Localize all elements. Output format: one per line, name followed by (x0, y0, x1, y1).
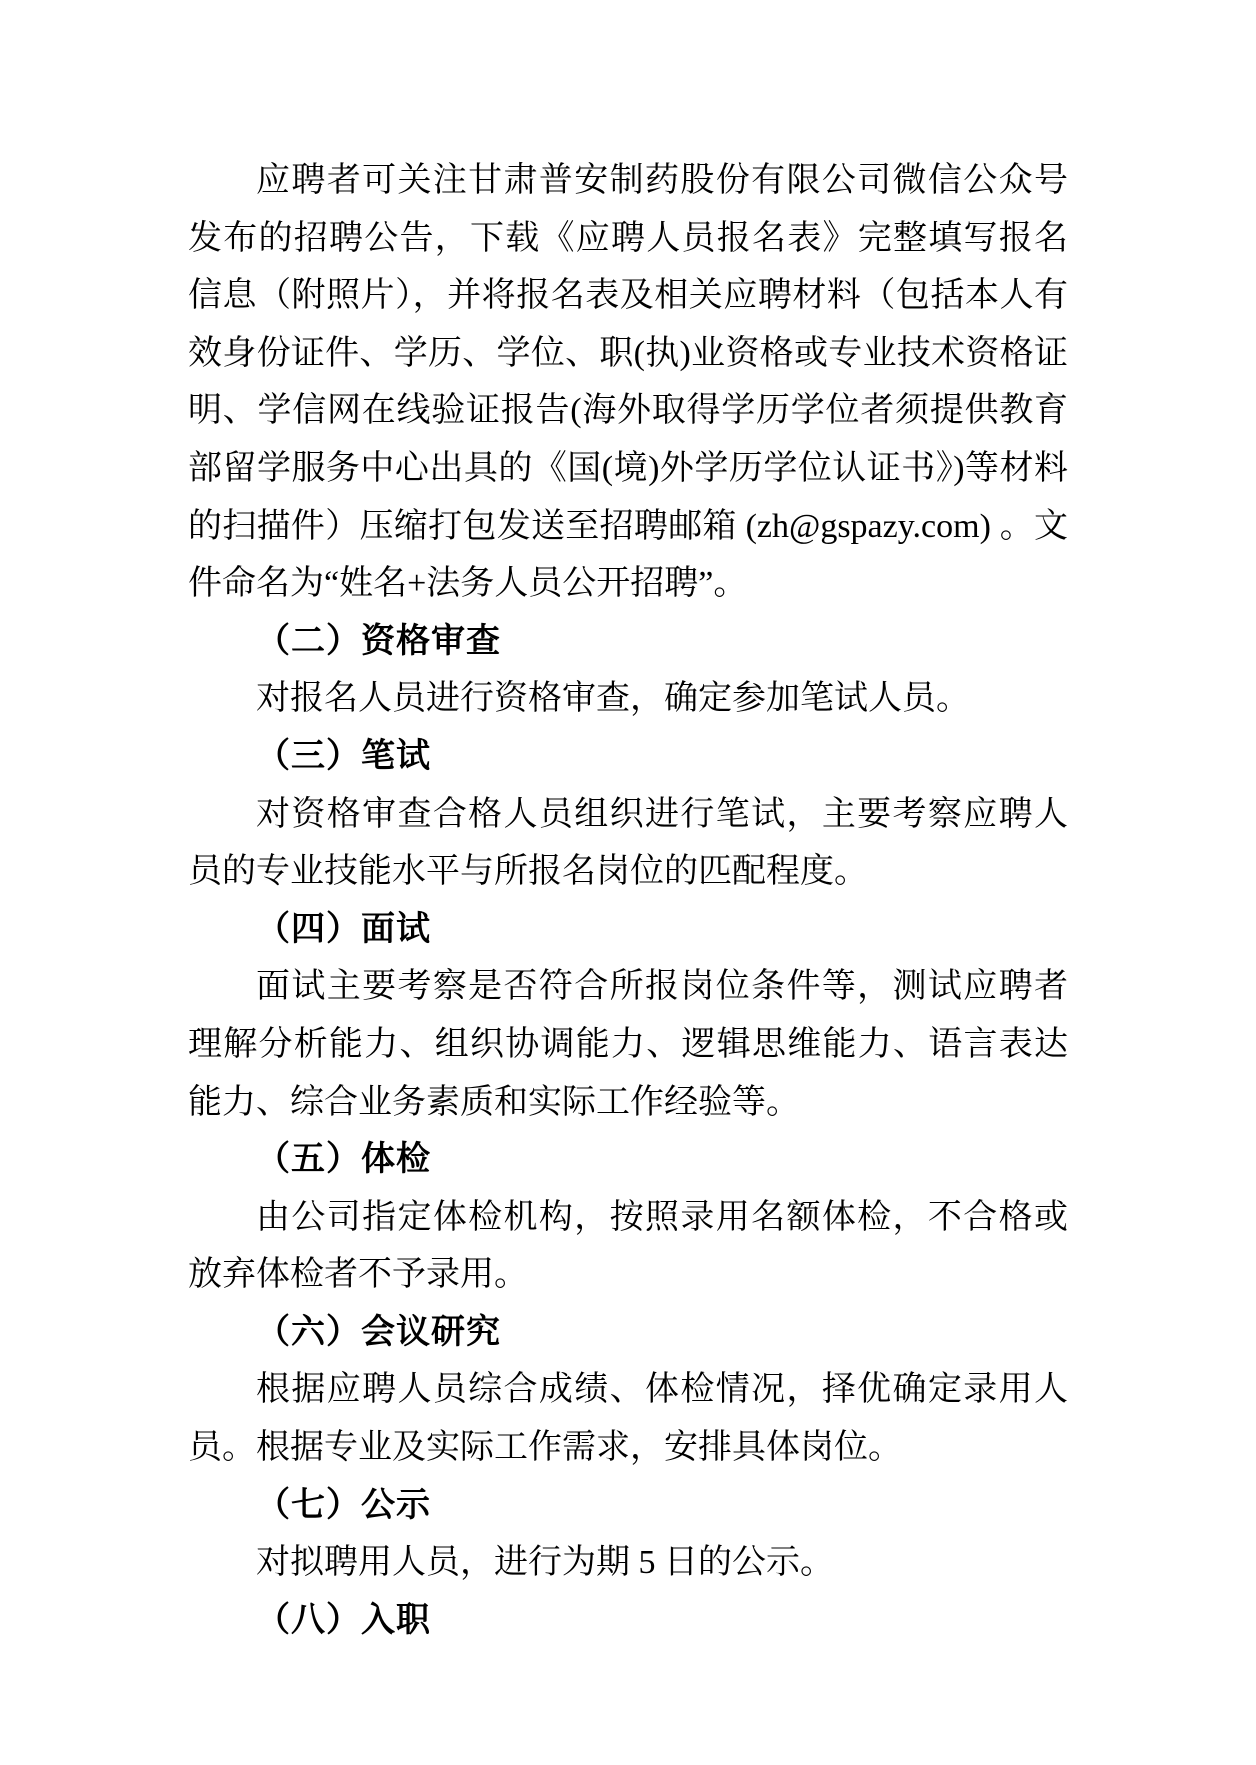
heading-onboarding: （八）入职 (256, 1601, 431, 1639)
heading-qualification-review: （二）资格审查 (256, 622, 501, 660)
heading-written-test: （三）笔试 (256, 737, 431, 775)
paragraph-qualification-review: 对报名人员进行资格审查，确定参加笔试人员。 (256, 680, 970, 718)
paragraph-physical-exam: 由公司指定体检机构，按照录用名额体检，不合格或放弃体检者不予录用。 (188, 1198, 1068, 1294)
heading-meeting-research: （六）会议研究 (256, 1313, 501, 1351)
paragraph-meeting-research: 根据应聘人员综合成绩、体检情况，择优确定录用人员。根据专业及实际工作需求，安排具体岗位。 (188, 1371, 1068, 1467)
paragraph-application-registration: 应聘者可关注甘肃普安制药股份有限公司微信公众号发布的招聘公告，下载《应聘人员报名表》完整填写报名信息（附照片），并将报名表及相关应聘材料（包括本人有效身份证件、学历、学位、职(执)业资格或专业技术资格证明、学信网在线验证报告(海外取得学历学位者须提供教育部留学服务中心出具的《国(境)外学历学位认证书》)等材料的扫描件）压缩打包发送至招聘邮箱 (zh@gspazy.com) 。文件命名为“姓名+法务人员公开招聘”。 (188, 162, 1068, 603)
paragraph-interview: 面试主要考察是否符合所报岗位条件等，测试应聘者理解分析能力、组织协调能力、逻辑思维能力、语言表达能力、综合业务素质和实际工作经验等。 (188, 968, 1068, 1121)
paragraph-written-test: 对资格审查合格人员组织进行笔试，主要考察应聘人员的专业技能水平与所报名岗位的匹配程度。 (188, 795, 1068, 891)
heading-public-notice: （七）公示 (256, 1486, 431, 1524)
heading-interview: （四）面试 (256, 910, 431, 948)
heading-physical-exam: （五）体检 (256, 1141, 431, 1179)
paragraph-public-notice: 对拟聘用人员，进行为期 5 日的公示。 (256, 1544, 834, 1582)
